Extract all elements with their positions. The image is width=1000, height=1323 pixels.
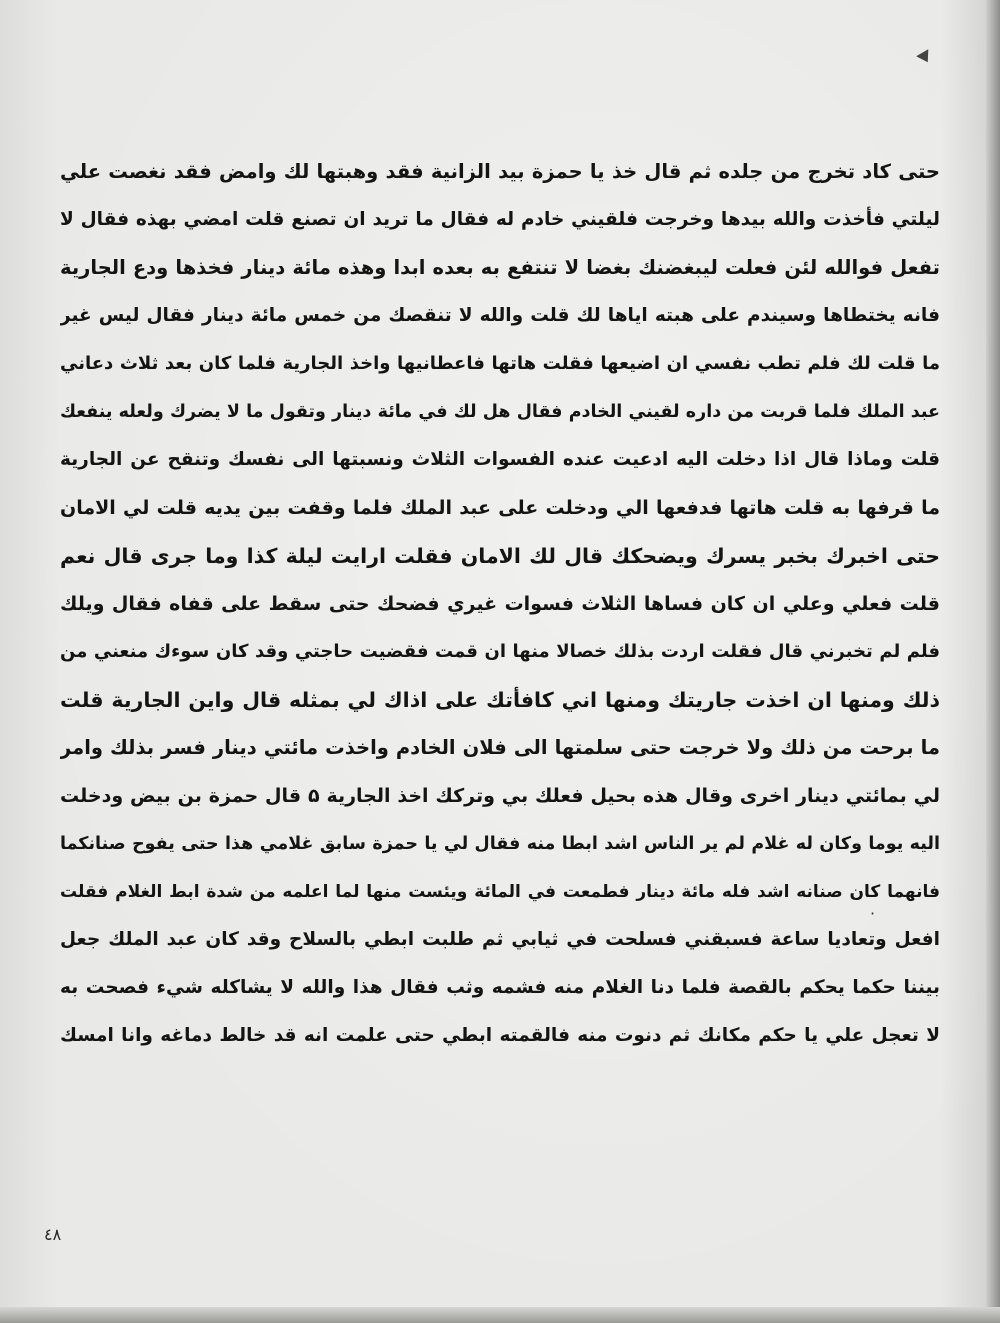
manuscript-line: لا تعجل علي يا حكم مكانك ثم دنوت منه فالقمته ابطي حتى علمت انه قد خالط دماغه وانا امسك	[60, 1025, 940, 1046]
manuscript-line: فانه يختطاها وسيندم على هبته اياها لك قلت والله لا تنقصك من خمس مائة دينار فقال ليس غير	[60, 305, 940, 326]
margin-mark: ·	[870, 904, 876, 923]
manuscript-text-block	[60, 148, 940, 1060]
manuscript-line: افعل وتعاديا ساعة فسبقني فسلحت في ثيابي ثم طلبت ابطي بالسلاح وقد كان عبد الملك جعل	[60, 929, 940, 950]
manuscript-line: تفعل فوالله لئن فعلت ليبغضنك بغضا لا تنتفع به بعده ابدا وهذه مائة دينار فخذها ودع الجارية	[60, 256, 940, 279]
manuscript-line: بيننا حكما يحكم بالقصة فلما دنا الغلام منه فشمه وثب فقال هذا والله لا يشاكله شيء فصحت به	[60, 977, 940, 998]
manuscript-line: قلت وماذا قال اذا دخلت اليه ادعيت عنده الفسوات الثلاث ونسبتها الى نفسك وتنقح عن الجارية	[60, 449, 940, 470]
manuscript-line: عبد الملك فلما قربت من داره لقيني الخادم فقال هل لك في مائة دينار وتقول ما لا يضرك ولعله ينفعك	[60, 402, 940, 422]
manuscript-line: ما قرفها به قلت هاتها فدفعها الي ودخلت على عبد الملك فلما وقفت بين يديه قلت لي الامان	[60, 497, 940, 519]
manuscript-line: حتى كاد تخرج من جلده ثم قال خذ يا حمزة بيد الزانية فقد وهبتها لك وامض فقد نغصت علي	[60, 160, 940, 183]
manuscript-line: ما برحت من ذلك ولا خرجت حتى سلمتها الى فلان الخادم واخذت مائتي دينار فسر بذلك وامر	[60, 736, 940, 759]
manuscript-line: ذلك ومنها ان اخذت جاريتك ومنها اني كافأتك على اذاك لي بمثله قال واين الجارية قلت	[60, 688, 940, 712]
manuscript-line: لي بمائتي دينار اخرى وقال هذه بحيل فعلك بي وتركك اخذ الجارية ۵ قال حمزة بن بيض ودخلت	[60, 785, 940, 807]
manuscript-line: ما قلت لك فلم تطب نفسي ان اضيعها فقلت هاتها فاعطانيها واخذ الجارية فلما كان بعد ثلاث دعاني	[60, 353, 940, 374]
manuscript-line: فانهما كان صنانه اشد فله مائة دينار فطمعت في المائة ويئست منها لما اعلمه من شدة ابط الغلام فقلت	[60, 882, 940, 902]
manuscript-line: ليلتي فأخذت والله بيدها وخرجت فلقيني خادم له فقال ما تريد ان تصنع قلت امضي بهذه فقال لا	[60, 209, 940, 230]
page-right-edge	[986, 0, 1000, 1323]
manuscript-line: اليه يوما وكان له غلام لم ير الناس اشد ابطا منه فقال لي يا حمزة سابق غلامي هذا حتى يفوح صنانكما	[60, 834, 940, 854]
manuscript-line: قلت فعلي وعلي ان كان فساها الثلاث فسوات غيري فضحك حتى سقط على قفاه فقال ويلك	[60, 593, 940, 615]
corner-mark	[916, 49, 934, 66]
page-bottom-edge	[0, 1307, 1000, 1323]
folio-number: ٤٨	[44, 1225, 62, 1244]
manuscript-line: فلم لم تخبرني قال فقلت اردت بذلك خصالا منها ان قمت فقضيت حاجتي وقد كان سوءك منعني من	[60, 641, 940, 662]
manuscript-line: حتى اخبرك بخبر يسرك ويضحكك قال لك الامان فقلت ارايت ليلة كذا وما جرى قال نعم	[60, 544, 940, 568]
